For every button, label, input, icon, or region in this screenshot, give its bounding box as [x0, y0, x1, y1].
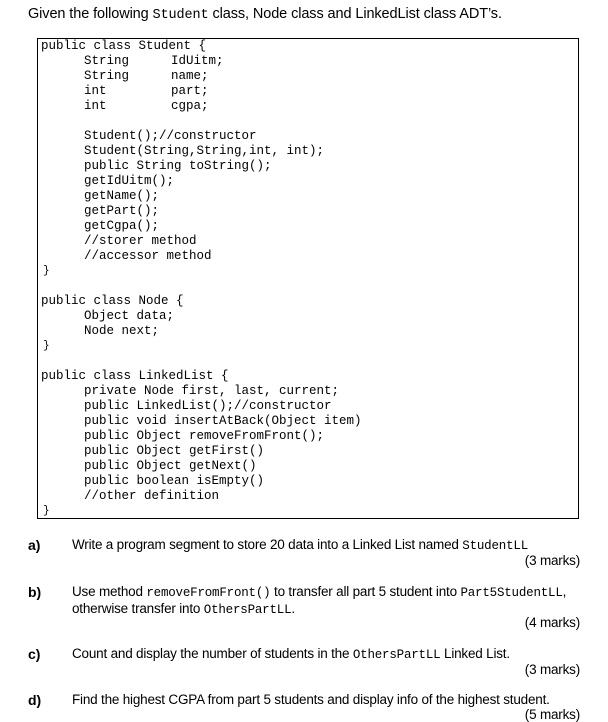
marks-c: (3 marks) [524, 662, 580, 677]
marks-b: (4 marks) [524, 615, 580, 630]
question-a-text [72, 537, 582, 554]
node-header: public class Node { [41, 294, 184, 308]
node-close-brace: } [43, 340, 50, 352]
student-method: //storer method [84, 234, 197, 248]
student-method: public String toString(); [84, 159, 272, 173]
linkedlist-line: public void insertAtBack(Object item) [84, 414, 362, 428]
question-d-text [72, 692, 582, 708]
question-b-text [72, 584, 582, 618]
question-label-a: a) [28, 537, 41, 553]
question-text-part: to transfer all part 5 student into [270, 584, 461, 599]
question-code-part: removeFromFront() [146, 586, 271, 600]
linkedlist-line: public LinkedList();//constructor [84, 399, 332, 413]
question-code-part: StudentLL [462, 539, 528, 553]
student-method: getIdUitm(); [84, 174, 175, 188]
question-c-text [72, 646, 582, 663]
question-text-part: Find the highest CGPA from part 5 students and display info of the highest student. [72, 692, 550, 707]
linkedlist-line: public Object getFirst() [84, 444, 265, 458]
linkedlist-line: private Node first, last, current; [84, 384, 340, 398]
student-header: public class Student { [41, 39, 207, 53]
student-method: //accessor method [84, 249, 212, 263]
question-code-part: Part5StudentLL [460, 586, 563, 600]
student-field-type: String [84, 69, 130, 83]
intro-code: Student [152, 8, 209, 23]
student-field-type: int [84, 84, 107, 98]
question-label-c: c) [28, 646, 41, 662]
student-field-name: IdUitm; [171, 54, 224, 68]
intro-after: class, Node class and LinkedList class ADT’s. [208, 6, 502, 22]
question-text-part: , otherwise transfer into [72, 584, 567, 616]
question-text-part: Write a program segment to store 20 data into a Linked List named [72, 537, 463, 552]
student-field-name: part; [171, 84, 209, 98]
question-code-part: OthersPartLL [203, 603, 292, 617]
intro-before: Given the following [28, 6, 153, 22]
question-text-part: Linked List. [440, 646, 510, 661]
question-label-b: b) [28, 584, 42, 600]
marks-d: (5 marks) [524, 707, 580, 722]
student-method: getName(); [84, 189, 160, 203]
linkedlist-close-brace: } [43, 505, 50, 517]
linkedlist-line: public boolean isEmpty() [84, 474, 265, 488]
question-text-part: Use method [72, 584, 147, 599]
question-text-part: . [291, 601, 295, 616]
student-field-type: int [84, 99, 107, 113]
linkedlist-line: //other definition [84, 489, 220, 503]
question-label-d: d) [28, 692, 42, 708]
student-field-name: name; [171, 69, 209, 83]
student-method: Student();//constructor [84, 129, 257, 143]
linkedlist-header: public class LinkedList { [41, 369, 229, 383]
question-text-part: Count and display the number of students in the [72, 646, 353, 661]
student-method: getPart(); [84, 204, 160, 218]
marks-a: (3 marks) [524, 553, 580, 568]
student-field-name: cgpa; [171, 99, 209, 113]
linkedlist-line: public Object getNext() [84, 459, 257, 473]
node-line: Node next; [84, 324, 160, 338]
student-method: Student(String,String,int, int); [84, 144, 325, 158]
student-field-type: String [84, 54, 130, 68]
node-line: Object data; [84, 309, 175, 323]
intro-text [28, 6, 502, 23]
student-method: getCgpa(); [84, 219, 160, 233]
student-close-brace: } [43, 265, 50, 277]
question-code-part: OthersPartLL [352, 648, 441, 662]
linkedlist-line: public Object removeFromFront(); [84, 429, 325, 443]
